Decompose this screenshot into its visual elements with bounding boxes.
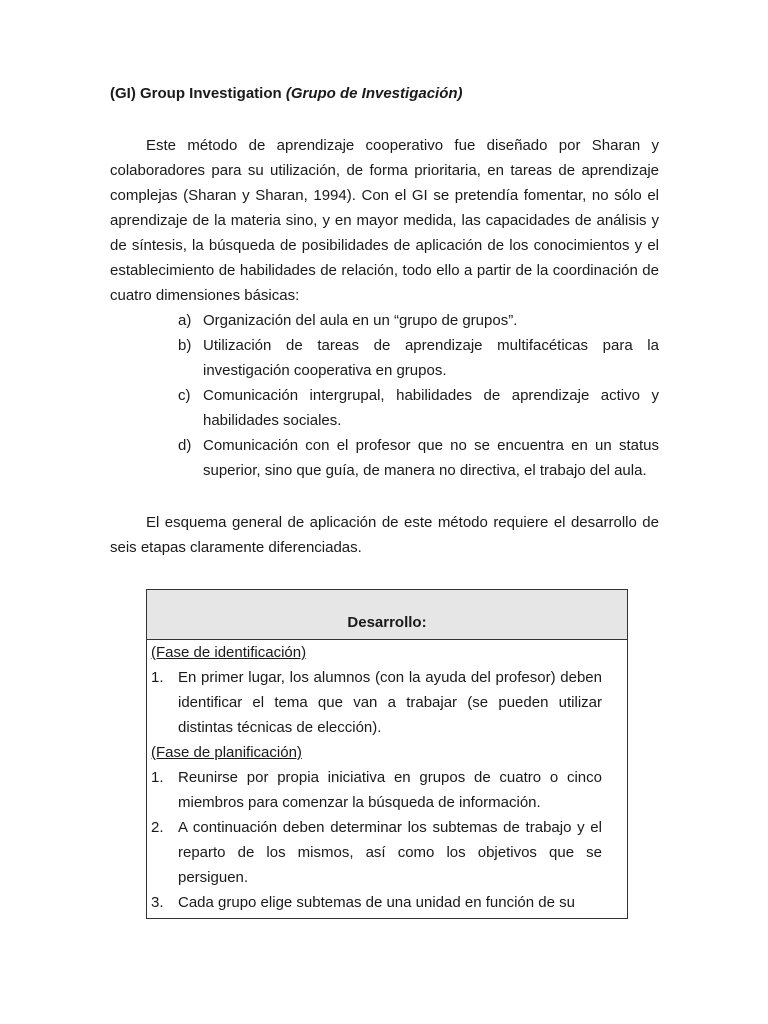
list-item: [178, 433, 659, 483]
step-number: 3.: [151, 894, 164, 911]
table-header: Desarrollo:: [147, 590, 627, 640]
step-number: 1.: [151, 769, 164, 786]
development-table: [146, 589, 628, 919]
list-marker: c): [178, 387, 191, 404]
table-row: [151, 765, 602, 815]
step-text: Reunirse por propia iniciativa en grupos de cuatro o cinco miembros para comenzar la búsqueda de información.: [178, 769, 602, 811]
closing-paragraph: El esquema general de aplicación de este método requiere el desarrollo de seis etapas claramente diferenciadas.: [110, 514, 659, 556]
list-marker: b): [178, 337, 192, 354]
step-text: A continuación deben determinar los subtemas de trabajo y el reparto de los mismos, así como los objetivos que se persiguen.: [178, 819, 602, 886]
table-row: [151, 815, 602, 890]
step-number: 1.: [151, 669, 164, 686]
list-item-text: Comunicación intergrupal, habilidades de aprendizaje activo y habilidades sociales.: [203, 387, 659, 429]
intro-paragraph: Este método de aprendizaje cooperativo fue diseñado por Sharan y colaboradores para su utilización, de forma prioritaria, en tareas de aprendizaje complejas (Sharan y Sharan, 1994). Con el GI se pretendía fomentar, no sólo el aprendizaje de la materia sino, y en mayor medida, las capacidades de análisis y de síntesis, la búsqueda de posibilidades de aplicación de los conocimientos y el establecimiento de habilidades de relación, todo ello a partir de la coordinación de cuatro dimensiones básicas:: [110, 137, 659, 304]
list-item-text: Comunicación con el profesor que no se encuentra en un status superior, sino que guía, de manera no directiva, el trabajo del aula.: [203, 437, 659, 479]
list-marker: a): [178, 312, 192, 329]
table-row: [151, 665, 602, 740]
list-marker: d): [178, 437, 192, 454]
table-row: [151, 890, 602, 915]
list-item: [178, 308, 659, 333]
phase-identification-label: (Fase de identificación): [151, 644, 307, 661]
step-text: En primer lugar, los alumnos (con la ayuda del profesor) deben identificar el tema que van a trabajar (se pueden utilizar distintas técnicas de elección).: [178, 669, 602, 736]
list-item: [178, 383, 659, 433]
heading-subtitle: (Grupo de Investigación): [285, 85, 463, 102]
list-item: [178, 333, 659, 383]
step-text: Cada grupo elige subtemas de una unidad en función de su: [178, 894, 575, 911]
list-item-text: Organización del aula en un “grupo de grupos”.: [203, 312, 518, 329]
table-body: [147, 640, 627, 915]
section-heading: [110, 84, 463, 104]
step-number: 2.: [151, 819, 164, 836]
list-item-text: Utilización de tareas de aprendizaje multifacéticas para la investigación cooperativa en grupos.: [203, 337, 659, 379]
heading-main: (GI) Group Investigation: [110, 85, 286, 102]
phase-planning-label: (Fase de planificación): [151, 744, 302, 761]
dimensions-list: [178, 308, 659, 483]
